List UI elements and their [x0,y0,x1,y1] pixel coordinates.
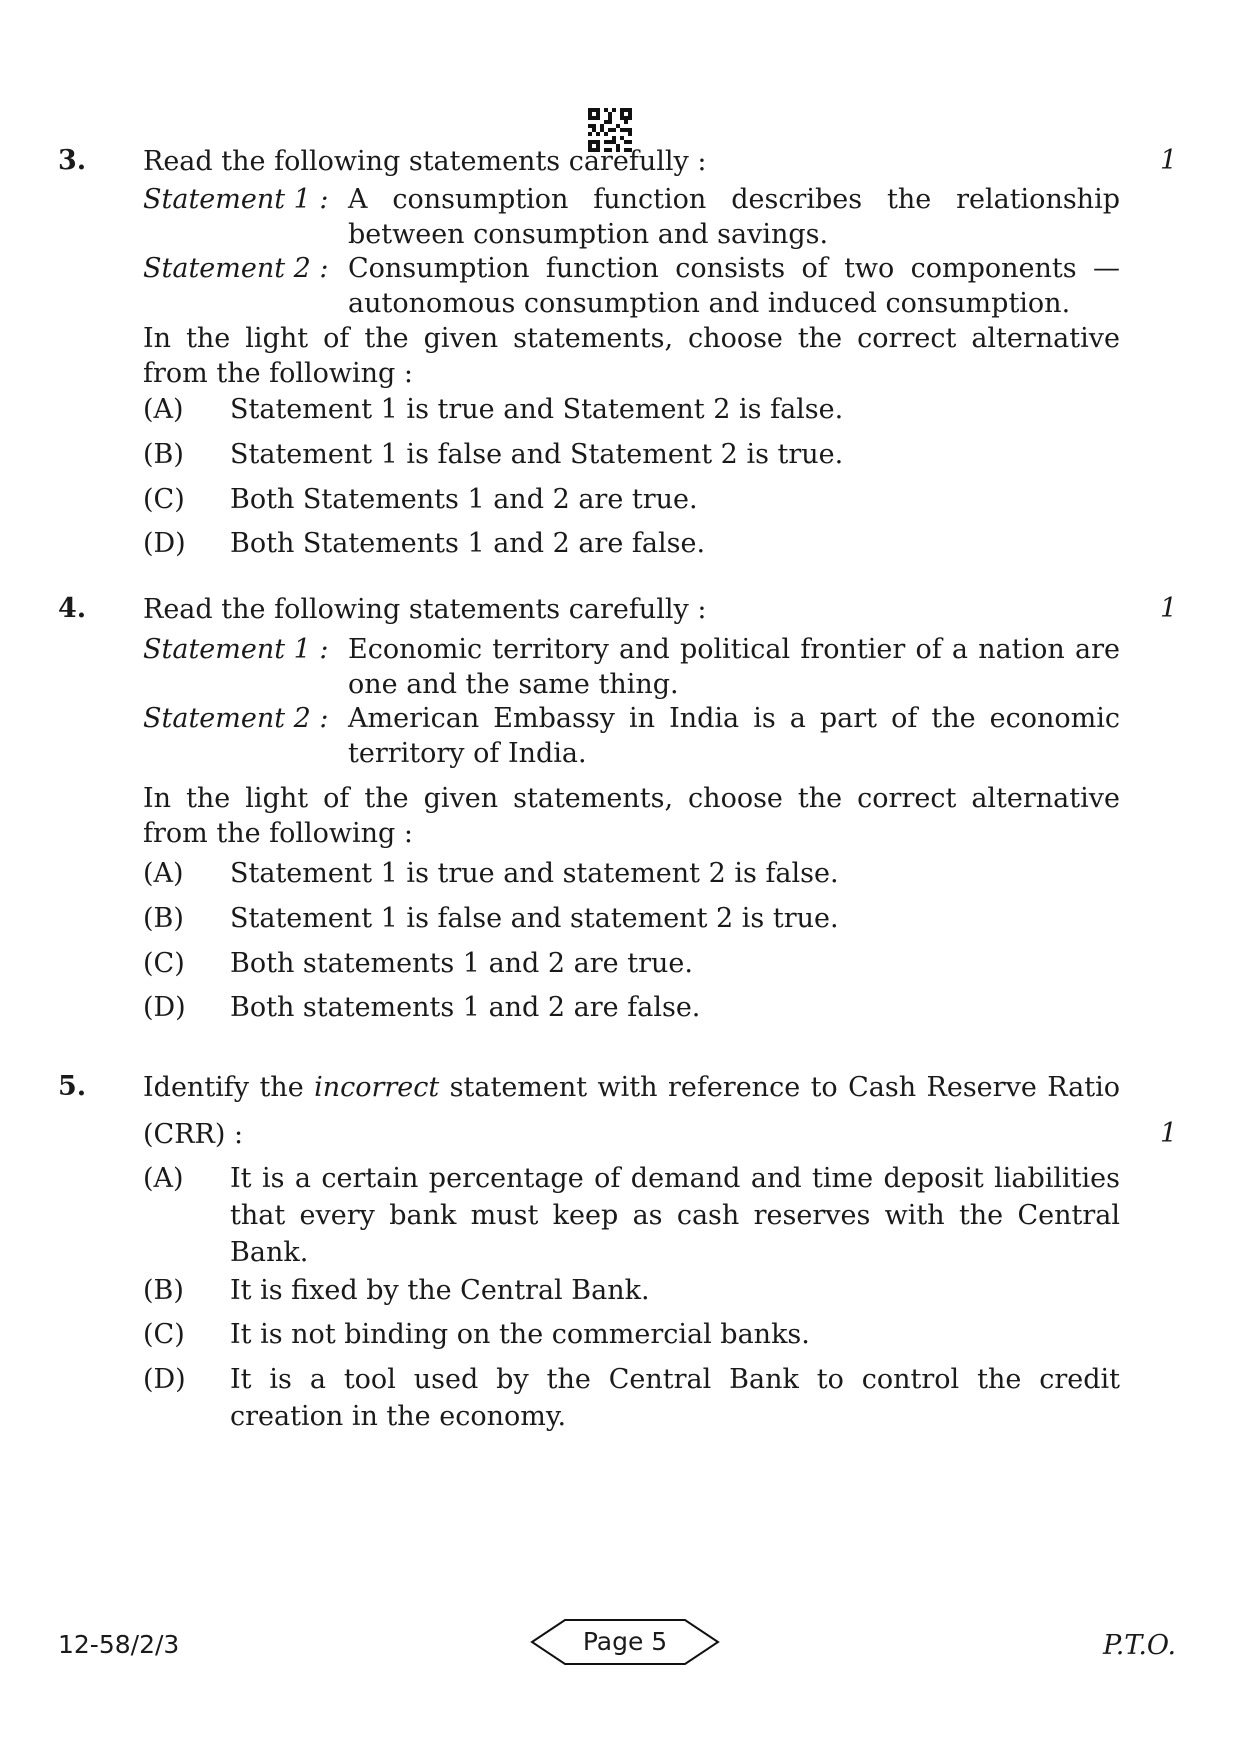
option-label: (C) [143,1319,185,1350]
question-marks: 1 [1160,1118,1178,1149]
prompt-text: statement with reference to Cash Reserve Ratio [439,1072,1120,1103]
option-label: (B) [143,439,184,470]
prompt-emphasis: incorrect [314,1072,440,1103]
option-label: (B) [143,903,184,934]
prompt-text: Identify the [143,1072,315,1103]
option-text: Both statements 1 and 2 are false. [230,992,701,1023]
option-text: Both Statements 1 and 2 are true. [230,484,698,515]
question-prompt-continued: (CRR) : [143,1119,244,1150]
option-text: Statement 1 is false and statement 2 is true. [230,903,839,934]
statement-label: Statement 1 : [143,184,329,215]
question-number: 4. [58,593,87,624]
question-instruction: In the light of the given statements, choose the correct alternative from the following : [143,323,1120,389]
option-label: (A) [143,858,184,889]
question-prompt: Read the following statements carefully : [143,146,707,177]
option-label: (C) [143,484,185,515]
statement-label: Statement 1 : [143,634,329,665]
pto-label: P.T.O. [1103,1630,1177,1661]
question-instruction: In the light of the given statements, choose the correct alternative from the following : [143,783,1120,849]
statement-text: A consumption function describes the relationship between consumption and savings. [348,184,1120,250]
option-text: It is fixed by the Central Bank. [230,1275,650,1306]
option-label: (D) [143,528,186,559]
statement-text: Consumption function consists of two components — autonomous consumption and induced consumption. [348,253,1120,319]
page-number-badge [530,1617,720,1667]
question-marks: 1 [1160,593,1178,624]
option-text: It is a certain percentage of demand and time deposit liabilities that every bank must keep as cash reserves with the Central Bank. [230,1163,1120,1268]
statement-text: American Embassy in India is a part of the economic territory of India. [348,703,1120,769]
option-label: (D) [143,992,186,1023]
option-text: Statement 1 is true and statement 2 is false. [230,858,839,889]
question-prompt [143,1070,1120,1105]
paper-code: 12-58/2/3 [58,1630,180,1659]
option-text: Both statements 1 and 2 are true. [230,948,693,979]
option-text: It is a tool used by the Central Bank to control the credit creation in the economy. [230,1364,1120,1432]
option-label: (D) [143,1364,186,1395]
option-label: (A) [143,394,184,425]
question-number: 3. [58,145,87,176]
statement-text: Economic territory and political frontier of a nation are one and the same thing. [348,634,1120,700]
question-number: 5. [58,1071,87,1102]
option-text: Both Statements 1 and 2 are false. [230,528,706,559]
statement-label: Statement 2 : [143,703,329,734]
option-label: (C) [143,948,185,979]
page-number: Page 5 [582,1627,668,1656]
question-marks: 1 [1160,145,1178,176]
statement-label: Statement 2 : [143,253,329,284]
question-prompt: Read the following statements carefully : [143,594,707,625]
option-label: (A) [143,1163,184,1194]
option-text: Statement 1 is true and Statement 2 is false. [230,394,844,425]
option-text: It is not binding on the commercial banks. [230,1319,810,1350]
option-text: Statement 1 is false and Statement 2 is true. [230,439,844,470]
option-label: (B) [143,1275,184,1306]
